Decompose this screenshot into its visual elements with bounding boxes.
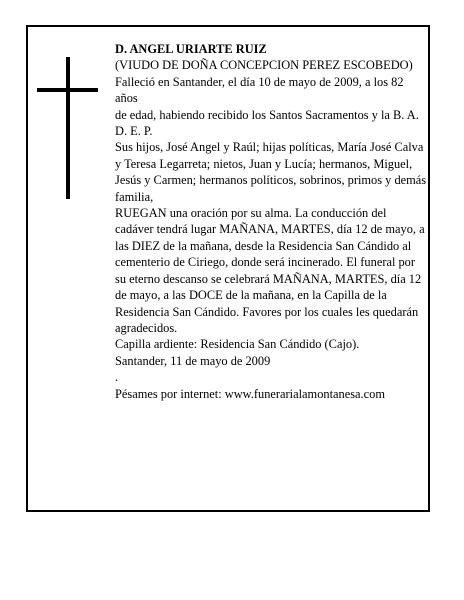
cross-icon xyxy=(66,57,70,199)
widower-note: (VIUDO DE DOÑA CONCEPCION PEREZ ESCOBEDO) xyxy=(115,58,413,73)
obituary-notice xyxy=(26,25,430,512)
family-list: Sus hijos, José Angel y Raúl; hijas políticas, María José Calva y Teresa Legarreta; nietos, Juan y Lucía; hermanos, Miguel, Jesús y Carmen; hermanos políticos, sobrinos, primos y demás familia, xyxy=(115,140,427,204)
chapel-location: Capilla ardiente: Residencia San Cándido (Cajo). xyxy=(115,337,360,352)
cross-icon-crossbar xyxy=(37,88,98,92)
separator-dot: . xyxy=(115,370,119,385)
death-announcement: Falleció en Santander, el día 10 de mayo de 2009, a los 82 años xyxy=(115,74,404,106)
sacraments-note: de edad, habiendo recibido los Santos Sacramentos y la B. A. xyxy=(115,107,419,122)
rip-abbreviation: D. E. P. xyxy=(115,124,153,139)
funeral-details: RUEGAN una oración por su alma. La conducción del cadáver tendrá lugar MAÑANA, MARTES, día 12 de mayo, a las DIEZ de la mañana, desde la Residencia San Cándido al cementerio de Ciriego, donde será incinerado. El funeral por su eterno descanso se celebrará MAÑANA, MARTES, día 12 de mayo, a las DOCE de la mañana, en la Capilla de la Residencia San Cándido. Favores por los cuales les quedarán agradecidos. xyxy=(115,206,425,335)
place-date: Santander, 11 de mayo de 2009 xyxy=(115,353,271,368)
deceased-name: D. ANGEL URIARTE RUIZ xyxy=(115,42,267,56)
obituary-text xyxy=(115,41,427,402)
condolences-website: Pésames por internet: www.funerarialamontanesa.com xyxy=(115,386,385,401)
